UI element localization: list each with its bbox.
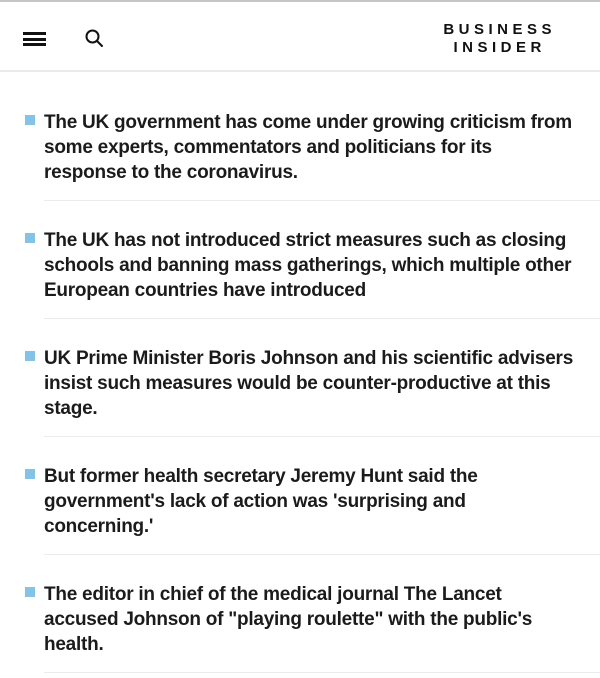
list-item xyxy=(44,555,600,673)
list-item xyxy=(44,319,600,437)
bullet-text: The UK has not introduced strict measures such as closing schools and banning mass gatherings, which multiple other European countries have introduced xyxy=(44,230,572,301)
logo-line-1: BUSINESS xyxy=(443,21,556,38)
header xyxy=(0,0,600,72)
bullet-square-icon xyxy=(25,469,35,479)
hamburger-bar xyxy=(23,43,46,46)
article-summary xyxy=(0,72,600,673)
bullet-square-icon xyxy=(25,233,35,243)
hamburger-bar xyxy=(23,38,46,41)
list-item xyxy=(44,83,600,201)
hamburger-bar xyxy=(23,32,46,35)
bullet-square-icon xyxy=(25,587,35,597)
bullet-square-icon xyxy=(25,115,35,125)
logo[interactable] xyxy=(443,21,556,57)
hamburger-icon xyxy=(23,32,46,46)
menu-button[interactable] xyxy=(23,32,46,46)
bullet-text: The UK government has come under growing criticism from some experts, commentators and politicians for its response to the coronavirus. xyxy=(44,112,572,183)
search-button[interactable] xyxy=(83,27,105,49)
summary-list xyxy=(0,72,600,673)
bullet-text: UK Prime Minister Boris Johnson and his scientific advisers insist such measures would be counter-productive at this stage. xyxy=(44,348,574,419)
list-item xyxy=(44,437,600,555)
bullet-text: The editor in chief of the medical journal The Lancet accused Johnson of "playing roulette" with the public's health. xyxy=(44,584,533,655)
logo-line-2: INSIDER xyxy=(453,39,546,56)
bullet-square-icon xyxy=(25,351,35,361)
list-item xyxy=(44,201,600,319)
bullet-text: But former health secretary Jeremy Hunt said the government's lack of action was 'surprising and concerning.' xyxy=(44,466,478,537)
search-icon xyxy=(83,27,105,49)
